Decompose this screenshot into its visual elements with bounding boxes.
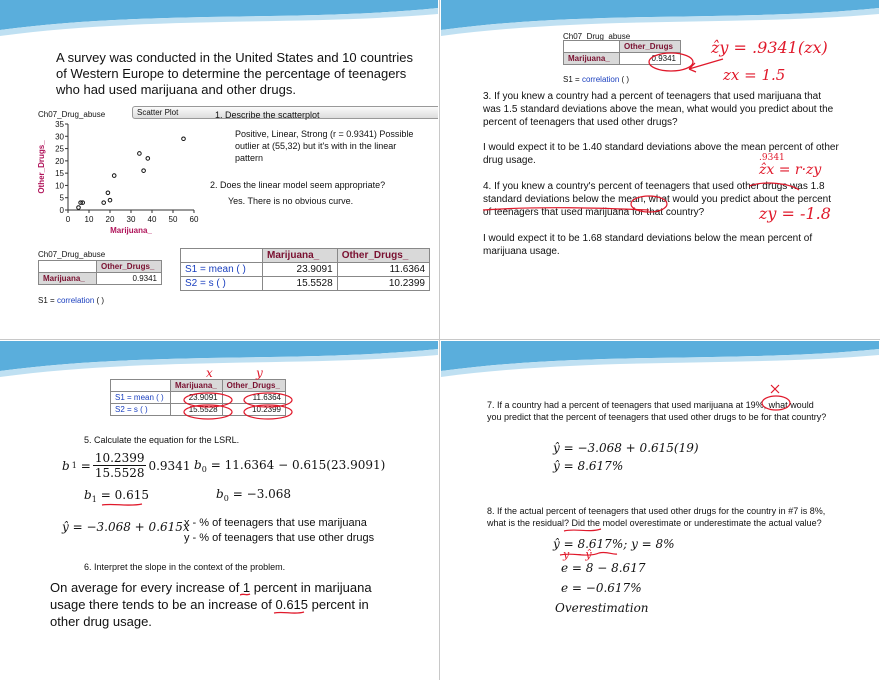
formula-fn: correlation [56, 296, 95, 305]
eq-8a: ŷ = 8.617%; y = 8% [553, 537, 675, 551]
data-point [138, 152, 142, 156]
b1-subscript: 1 [91, 495, 97, 505]
slide-header-wave [441, 0, 879, 40]
corr-formula [38, 296, 104, 305]
data-point [182, 137, 186, 141]
b1-equals: = [80, 458, 91, 473]
slide-title: A survey was conducted in the United States and 10 countries of Western Europe to determine the percentage of teenagers who had used marijuana and other drugs. [56, 50, 413, 97]
formula-args: ( ) [96, 296, 105, 305]
sd-other: 10.2399 [337, 277, 429, 291]
question-4: 4. If you knew a country's percent of teenagers that used other drugs was 1.8 standard deviations below the mean, what would you predict about the percent of teenagers that used marijuana for that country? [483, 181, 831, 218]
correlation-table [38, 260, 162, 285]
sd-marijuana: 15.5528 [263, 277, 338, 291]
data-point [77, 206, 81, 210]
answer-4: I would expect it to be 1.68 standard deviations below the mean percent of marijuana usage. [483, 233, 813, 257]
x-definition: x - % of teenagers that use marijuana [184, 517, 367, 529]
b1-r: 0.9341 [148, 458, 191, 473]
b1-symbol: b [84, 488, 92, 502]
annotation-circles [170, 369, 310, 421]
b0-formula [194, 458, 385, 474]
stats-row-mean: S1 = mean ( ) [181, 263, 263, 277]
y-tick-label: 5 [59, 193, 64, 203]
stats-col-other: Other_Drugs_ [222, 380, 285, 392]
mean-marijuana: 23.9091 [263, 263, 338, 277]
vertical-divider [439, 0, 440, 680]
data-point [108, 198, 112, 202]
y-tick-label: 15 [55, 169, 64, 179]
sd-other: 10.2399 [222, 404, 285, 416]
slide-header-wave [0, 0, 438, 40]
y-axis-label: Other_Drugs_ [37, 140, 46, 194]
stats-row-sd: S2 = s ( ) [181, 277, 263, 291]
stats-col-other: Other_Drugs_ [337, 249, 429, 263]
corr-value: 0.9341 [97, 273, 162, 285]
corr-col-header: Other_Drugs_ [97, 261, 162, 273]
y-tick-label: 25 [55, 144, 64, 154]
answer-3: I would expect it to be 1.40 standard deviations above the mean percent of other drug usage. [483, 142, 839, 166]
lsrl-equation: ŷ = −3.068 + 0.615x [62, 520, 190, 534]
formula-fn: correlation [581, 75, 620, 84]
question-8: 8. If the actual percent of teenagers that used other drugs for the country in #7 is 8%, what is the residual? Did the model overestimate or underestimate the actual value? [487, 506, 826, 528]
handwritten-zx-formula: ẑx = r·zy [759, 162, 822, 178]
annotation-arrow [685, 55, 725, 75]
eq-7a: ŷ = −3.068 + 0.615(19) [553, 441, 699, 455]
x-tick-label: 10 [84, 215, 94, 224]
annotation-underline [563, 525, 603, 537]
formula-args: ( ) [621, 75, 630, 84]
data-point [146, 157, 150, 161]
x-tick-label: 50 [168, 215, 178, 224]
stats-row-sd: S2 = s ( ) [111, 404, 171, 416]
corr-row-header: Marijuana_ [39, 273, 97, 285]
data-point [102, 201, 106, 205]
mean-marijuana: 23.9091 [171, 392, 223, 404]
b0-symbol: b [194, 458, 202, 472]
formula-s1: S1 [38, 296, 48, 305]
stats-col-marijuana: Marijuana_ [263, 249, 338, 263]
y-definition: y - % of teenagers that use other drugs [184, 532, 375, 544]
b1-value: = 0.615 [100, 488, 150, 502]
corr-row-header: Marijuana_ [564, 53, 620, 65]
x-tick-label: 40 [147, 215, 157, 224]
question-1: 1. Describe the scatterplot [215, 110, 320, 120]
annotation-underline [240, 591, 310, 621]
handwritten-zy: ẑy = .9341(zx) [711, 38, 828, 57]
annotation-underline [100, 501, 144, 509]
annotation-underline [481, 182, 879, 222]
corr-formula [563, 75, 629, 84]
corr-col-header: Other_Drugs [620, 41, 681, 53]
handwritten-x: x [206, 366, 213, 380]
slide-1 [0, 0, 438, 338]
stats-table [180, 248, 430, 291]
handwritten-y: y [256, 366, 263, 380]
x-tick-label: 20 [105, 215, 115, 224]
b0-result [216, 487, 291, 503]
question-2: 2. Does the linear model seem appropriate? [210, 180, 386, 190]
question-6: 6. Interpret the slope in the context of the problem. [84, 562, 286, 572]
b0-symbol: b [216, 487, 224, 501]
b1-formula [62, 451, 190, 480]
y-tick-label: 10 [55, 181, 64, 191]
handwritten-residual: y − ŷ [563, 548, 592, 561]
mean-other: 11.6364 [222, 392, 285, 404]
answer-6: On average for every increase of 1 percent in marijuana usage there tends to be an increase of 0.615 percent in other drug usage. [50, 580, 372, 629]
stats-row-mean: S1 = mean ( ) [111, 392, 171, 404]
slide-2 [441, 0, 879, 338]
answer-1: Positive, Linear, Strong (r = 0.9341) Possible outlier at (55,32) but it's with in the linear pattern [235, 129, 414, 163]
question-3: 3. If you knew a country had a percent of teenagers that used marijuana that was 1.5 standard deviations above the mean, what would you predict about the percent of teenagers that used other drugs? [483, 91, 834, 128]
eq-7b: ŷ = 8.617% [553, 459, 624, 473]
question-7: 7. If a country had a percent of teenagers that used marijuana at 19%, what would you predict that the percent of teenagers that used other drugs to be for that country? [487, 400, 827, 422]
b0-value: = −3.068 [232, 487, 292, 501]
y-tick-label: 20 [55, 156, 64, 166]
b0-subscript: 0 [201, 465, 207, 475]
corr-table-label: Ch07_Drug_abuse [563, 32, 631, 41]
data-point [106, 191, 110, 195]
horizontal-divider [0, 339, 880, 340]
sd-marijuana: 15.5528 [171, 404, 223, 416]
corr-value: 0.9341 [620, 53, 681, 65]
scatter-plot [34, 118, 204, 244]
stats-col-marijuana: Marijuana_ [171, 380, 223, 392]
b0-expression: = 11.6364 − 0.615(23.9091) [210, 458, 386, 472]
plot-type-select[interactable]: Scatter Plot ▾ [132, 106, 438, 119]
b1-symbol: b [62, 458, 70, 473]
b1-subscript: 1 [71, 461, 77, 470]
slide-header-wave [441, 341, 879, 381]
eq-8b: e = 8 − 8.617 [561, 561, 646, 575]
handwritten-r: .9341 [759, 153, 785, 163]
mean-other: 11.6364 [337, 263, 429, 277]
y-tick-label: 0 [59, 206, 64, 215]
plot-label: Ch07_Drug_abuse [38, 110, 106, 119]
question-5: 5. Calculate the equation for the LSRL. [84, 435, 240, 445]
b1-denominator: 15.5528 [94, 466, 145, 480]
eq-8c: e = −0.617% [561, 581, 642, 595]
x-tick-label: 60 [189, 215, 199, 224]
annotation-circle [759, 381, 793, 413]
data-point [142, 169, 146, 173]
b1-numerator: 10.2399 [94, 451, 145, 465]
corr-table-label: Ch07_Drug_abuse [38, 250, 106, 259]
formula-s1: S1 [563, 75, 573, 84]
slide-3 [0, 341, 438, 679]
handwritten-zx: zx = 1.5 [723, 66, 786, 84]
formula-eq: = [50, 296, 55, 305]
formula-eq: = [575, 75, 580, 84]
x-tick-label: 30 [126, 215, 136, 224]
answer-2: Yes. There is no obvious curve. [228, 196, 354, 206]
x-tick-label: 0 [65, 215, 71, 224]
data-point [112, 174, 116, 178]
y-tick-label: 35 [55, 120, 64, 129]
x-axis-label: Marijuana_ [110, 226, 152, 235]
handwritten-zy2: zy = -1.8 [759, 204, 831, 223]
b0-subscript: 0 [223, 494, 229, 504]
y-tick-label: 30 [55, 132, 64, 142]
slide-4 [441, 341, 879, 679]
eq-8d: Overestimation [555, 601, 649, 615]
